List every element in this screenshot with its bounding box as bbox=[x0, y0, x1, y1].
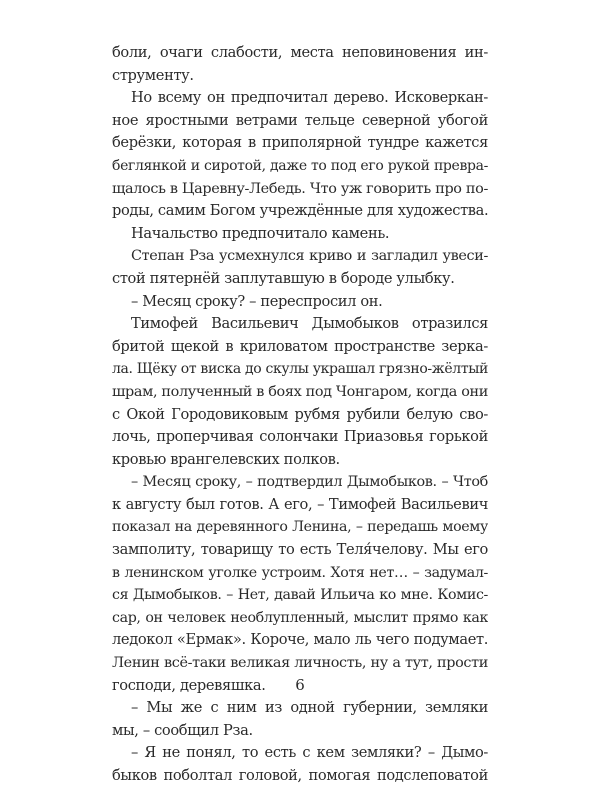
text-line: с Окой Городовиковым рубмя рубили белую сво- bbox=[112, 405, 488, 423]
text-line: ся Дымобыков. – Нет, давай Ильича ко мне. Комис- bbox=[112, 587, 488, 604]
text-line: ледокол «Ермак». Короче, мало ль чего подумает. bbox=[112, 631, 488, 649]
text-line: к августу был готов. А его, – Тимофей Васильевич bbox=[112, 495, 488, 513]
text-line: Степан Рза усмехнулся криво и загладил увеси- bbox=[131, 248, 488, 265]
text-line: – Месяц сроку, – подтвердил Дымобыков. – Чтоб bbox=[131, 474, 488, 491]
text-line: бритой щекой в криловатом пространстве зерка- bbox=[112, 337, 488, 355]
text-line: лочь, проперчивая солончаки Приазовья горькой bbox=[112, 428, 488, 446]
text-line: шрам, полученный в боях под Чонгаром, когда они bbox=[112, 383, 488, 400]
text-line: Начальство предпочитало камень. bbox=[131, 224, 390, 242]
text-line: в ленинском уголке устроим. Хотя нет… – задумал- bbox=[112, 564, 488, 581]
text-line: сар, он человек необлупленный, мыслит прямо как bbox=[112, 609, 488, 626]
text-line: показал на деревянного Ленина, – передашь моему bbox=[112, 519, 488, 536]
page-number: 6 bbox=[295, 676, 305, 694]
text-line: беглянкой и сиротой, даже то под его рукой превра- bbox=[112, 157, 488, 174]
text-line: стой пятернёй заплутавшую в бороде улыбку. bbox=[112, 269, 455, 287]
text-line: господи, деревяшка. bbox=[112, 676, 266, 694]
text-line: замполиту, товарищу то есть Теля́челову. Мы его bbox=[112, 541, 488, 559]
text-line: мы, – сообщил Рза. bbox=[112, 721, 253, 739]
text-line: Тимофей Васильевич Дымобыков отразился bbox=[131, 315, 488, 333]
text-line: Но всему он предпочитал дерево. Исковеркан- bbox=[131, 89, 488, 107]
text-line: Ленин всё-таки великая личность, ну а тут, прости bbox=[112, 655, 488, 672]
text-line: кровью врангелевских полков. bbox=[112, 450, 340, 468]
text-line: – Мы же с ним из одной губернии, земляки bbox=[131, 699, 488, 717]
text-line: берёзки, которая в приполярной тундре кажется bbox=[112, 134, 488, 152]
text-line: ла. Щёку от виска до скулы украшал грязно-жёлтый bbox=[112, 361, 488, 378]
text-line: боли, очаги слабости, места неповиновения ин- bbox=[112, 44, 488, 61]
text-line: быков поболтал головой, помогая подслеповатой bbox=[112, 767, 488, 784]
text-line: – Месяц сроку? – переспросил он. bbox=[131, 292, 383, 310]
text-line: – Я не понял, то есть с кем земляки? – Дымо- bbox=[131, 744, 488, 762]
text-line: струменту. bbox=[112, 66, 194, 84]
text-line: щалось в Царевну-Лебедь. Что уж говорить про по- bbox=[112, 180, 488, 197]
text-line: роды, самим Богом учреждённые для художества. bbox=[112, 202, 488, 220]
text-line: ное яростными ветрами тельце северной убогой bbox=[112, 111, 488, 129]
